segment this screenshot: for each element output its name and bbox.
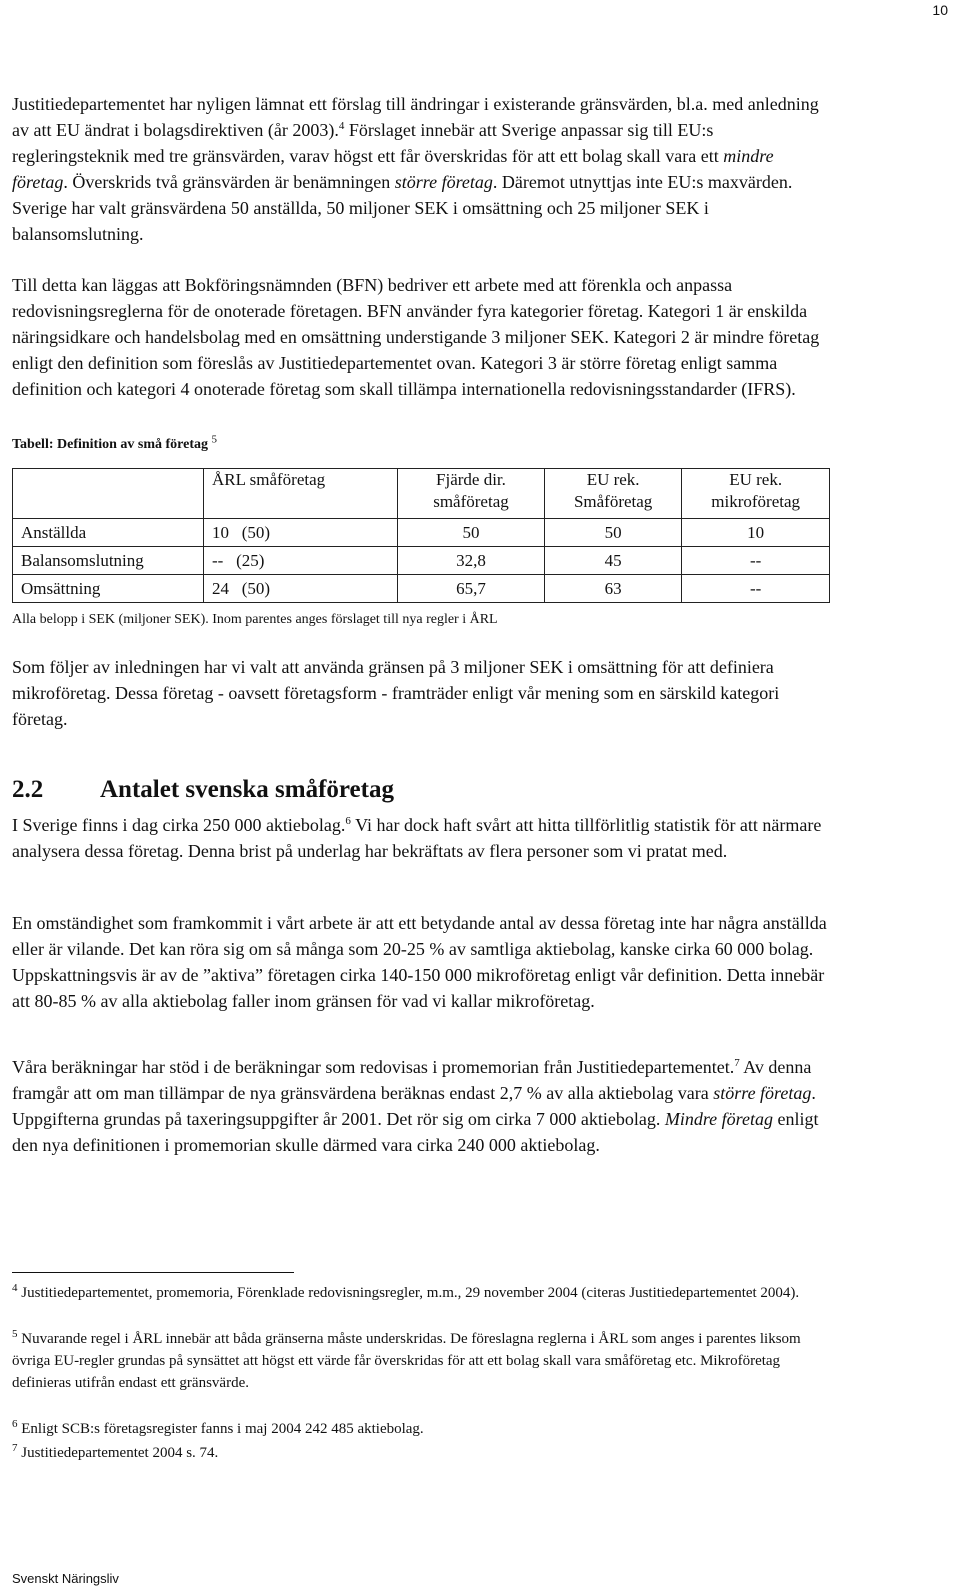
definition-table [12,468,830,603]
paragraph-1 [12,91,830,247]
footnote-ref-7: 7 [734,1057,740,1069]
p1-italic-mindre: mindre företag [12,146,774,192]
cell-fjarde-dir: 50 [398,519,545,547]
section-heading [12,774,394,806]
footnote-number: 5 [12,1328,18,1340]
cell-eu-mikroforetag: -- [682,575,830,603]
header-cell-fjarde-dir: Fjärde dir. småföretag [398,469,545,519]
table-row [13,547,830,575]
row-label: Omsättning [13,575,204,603]
header-cell-arl: ÅRL småföretag [204,469,398,519]
footnote-7 [12,1442,830,1464]
header-cell-empty [13,469,204,519]
paragraph-4 [12,812,830,864]
cell-eu-smaforetag: 50 [544,519,681,547]
p6-text-b: Av denna framgår att om man tillämpar de nya gränsvärdena beräknas endast 2,7 % av alla aktiebolag vara [12,1057,812,1103]
table-caption-text: Tabell: Definition av små företag [12,437,208,452]
p1-text-b: Förslaget innebär att Sverige anpassar sig till EU:s regleringsteknik med tre gränsvärden, varav högst ett får överskridas för att ett bolag skall vara ett [12,120,724,166]
footnote-text: Justitiedepartementet 2004 s. 74. [17,1445,219,1461]
p6-italic-storre: större företag [713,1083,812,1103]
cell-eu-smaforetag: 45 [544,547,681,575]
paragraph-6 [12,1054,830,1158]
table-note: Alla belopp i SEK (miljoner SEK). Inom parentes anges förslaget till nya regler i ÅRL [12,612,498,627]
footnote-5 [12,1328,830,1394]
row-label: Anställda [13,519,204,547]
footnote-text: Nuvarande regel i ÅRL innebär att båda gränserna måste underskridas. De föreslagna reglerna i ÅRL som anges i parentes liksom övriga EU-regler grundas på synsättet att högst ett värde får överskridas för att ett bolag skall vara småföretag etc. Mikroföretag definieras utifrån endast ett gränsvärde. [12,1331,801,1391]
footnote-ref-5: 5 [211,433,217,446]
page-number: 10 [932,2,948,18]
p6-text-d: enligt den nya definitionen i promemorian skulle därmed vara cirka 240 000 aktiebolag. [12,1109,819,1155]
p1-italic-storre: större företag [394,172,493,192]
row-label: Balansomslutning [13,547,204,575]
p6-italic-mindre: Mindre företag [664,1109,773,1129]
cell-arl: 10 (50) [204,519,398,547]
footnote-6 [12,1418,830,1440]
cell-eu-mikroforetag: 10 [682,519,830,547]
paragraph-3: Som följer av inledningen har vi valt att använda gränsen på 3 miljoner SEK i omsättning för att definiera mikroföretag. Dessa företag - oavsett företagsform - framträder enligt vår mening som en särskild kategori företag. [12,657,780,729]
p1-text-a: Justitiedepartementet har nyligen lämnat ett förslag till ändringar i existerande gränsvärden, bl.a. med anledning av att EU ändrat i bolagsdirektiven (år 2003). [12,94,819,140]
cell-fjarde-dir: 65,7 [398,575,545,603]
footnote-4 [12,1282,830,1304]
footnote-number: 6 [12,1418,18,1430]
footnote-ref-6: 6 [345,815,351,827]
table-row [13,575,830,603]
section-number: 2.2 [12,776,44,803]
page-footer: Svenskt Näringsliv [12,1571,119,1586]
header-cell-eu-mikroforetag: EU rek. mikroföretag [682,469,830,519]
table-row [13,519,830,547]
section-title: Antalet svenska småföretag [100,776,394,803]
p6-text-c: . Uppgifterna grundas på taxeringsuppgifter år 2001. Det rör sig om cirka 7 000 aktiebolag. [12,1083,816,1129]
header-cell-eu-smaforetag: EU rek. Småföretag [544,469,681,519]
footnote-ref-4: 4 [338,120,345,132]
cell-arl: -- (25) [204,547,398,575]
cell-eu-mikroforetag: -- [682,547,830,575]
cell-fjarde-dir: 32,8 [398,547,545,575]
footnote-number: 7 [12,1442,18,1454]
footnote-text: Justitiedepartementet, promemoria, Förenklade redovisningsregler, m.m., 29 november 2004 (citeras Justitiedepartementet 2004). [17,1285,800,1301]
cell-arl: 24 (50) [204,575,398,603]
footnote-separator [12,1272,294,1273]
p1-text-c: . Överskrids två gränsvärden är benämningen [63,172,395,192]
paragraph-2: Till detta kan läggas att Bokföringsnämnden (BFN) bedriver ett arbete med att förenkla och anpassa redovisningsreglerna för de onoterade företagen. BFN använder fyra kategorier företag. Kategori 1 är enskilda näringsidkare och handelsbolag med en omsättning understigande 3 miljoner SEK. Kategori 2 är mindre företag enligt den definition som föreslås av Justitiedepartementet ovan. Kategori 3 är större företag enligt samma definition och kategori 4 onoterade företag som skall tillämpa internationella redovisningsstandarder (IFRS). [12,275,820,399]
p4-text-a: I Sverige finns i dag cirka 250 000 aktiebolag. [12,815,346,835]
p4-text-b: Vi har dock haft svårt att hitta tillförlitlig statistik för att närmare analysera dessa företag. Denna brist på underlag har bekräftats av flera personer som vi pratat med. [12,815,822,861]
cell-eu-smaforetag: 63 [544,575,681,603]
paragraph-5: En omständighet som framkommit i vårt arbete är att ett betydande antal av dessa företag inte har några anställda eller är vilande. Det kan röra sig om så många som 20-25 % av samtliga aktiebolag, kanske cirka 60 000 bolag. Uppskattningsvis är av de ”aktiva” företagen cirka 140-150 000 mikroföretag enligt vår definition. Detta innebär att 80-85 % av alla aktiebolag faller inom gränsen för vad vi kallar mikroföretag. [12,913,827,1011]
p6-text-a: Våra beräkningar har stöd i de beräkningar som redovisas i promemorian från Justitiedepartementet. [12,1057,735,1077]
table-header-row [13,469,830,519]
table-caption [12,433,217,453]
footnote-number: 4 [12,1282,18,1294]
p1-text-d: . Däremot utnyttjas inte EU:s maxvärden. Sverige har valt gränsvärdena 50 anställda, 50 miljoner SEK i omsättning och 25 miljoner SEK i balansomslutning. [12,172,793,244]
footnote-text: Enligt SCB:s företagsregister fanns i maj 2004 242 485 aktiebolag. [17,1421,424,1437]
